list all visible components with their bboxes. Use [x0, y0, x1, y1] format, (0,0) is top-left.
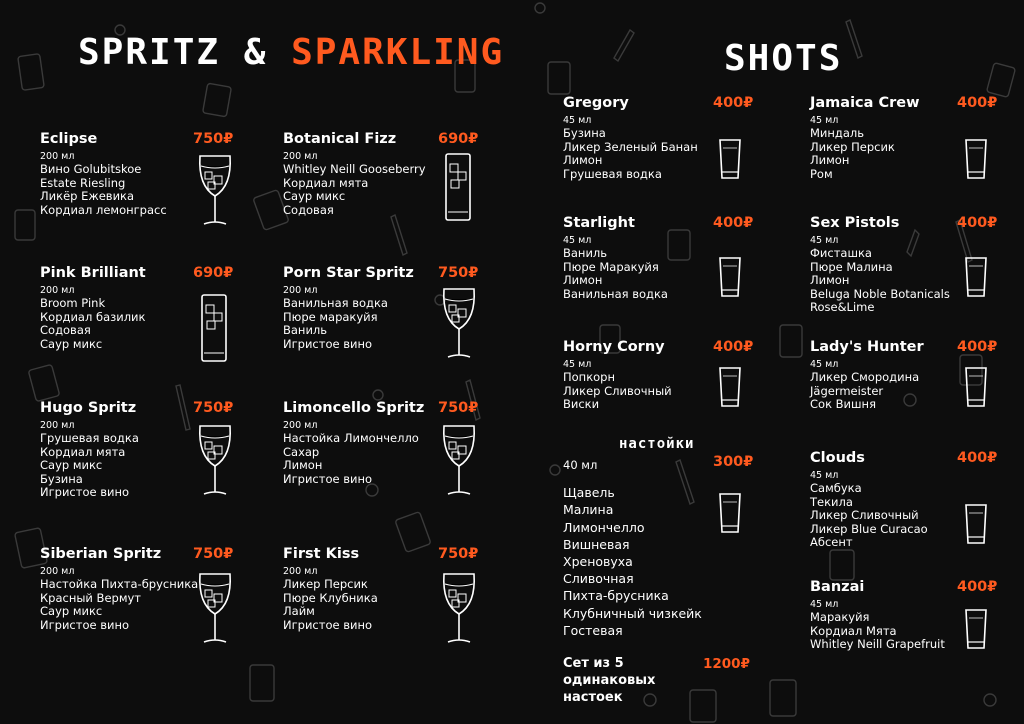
item-ingredient: Кордиал Мята	[810, 623, 897, 638]
item-name: Banzai	[810, 579, 865, 595]
item-ingredient: Игристое вино	[40, 617, 130, 632]
wine-glass-icon	[196, 422, 234, 504]
menu-item-lady-s-hunter	[810, 339, 924, 412]
shot-glass-icon	[718, 256, 742, 304]
item-volume: 45 мл	[563, 235, 592, 246]
menu-item-sex-pistols	[810, 215, 950, 315]
menu-item-banzai	[810, 579, 945, 652]
item-name: Botanical Fizz	[283, 131, 397, 147]
item-ingredient: Whitley Neill Gooseberry	[283, 162, 426, 176]
item-ingredient: Пюре Маракуйя	[563, 259, 659, 274]
item-ingredient: Ликёр Ежевика	[40, 189, 135, 203]
item-name: Jamaica Crew	[810, 95, 920, 111]
item-price: 750₽	[438, 400, 479, 416]
item-ingredient: Ликер Blue Curacao	[810, 521, 928, 536]
item-ingredient: Rose&Lime	[810, 300, 875, 314]
item-ingredient: Ликер Зеленый Банан	[563, 139, 698, 154]
shot-glass-icon	[964, 503, 988, 551]
item-ingredient: Кордиал базилик	[40, 309, 146, 324]
item-ingredient: Игристое вино	[283, 336, 373, 351]
item-ingredient: Кордиал мята	[283, 175, 369, 190]
shot-glass-icon	[718, 138, 742, 186]
tincture-item: Сливочная	[563, 571, 634, 587]
set-line-2: одинаковых	[563, 673, 656, 688]
item-ingredient: Игристое вино	[283, 471, 373, 486]
item-price: 690₽	[193, 265, 234, 281]
item-ingredient: Сок Вишня	[810, 397, 876, 411]
item-ingredient: Грушевая водка	[40, 431, 139, 445]
item-ingredient: Игристое вино	[40, 485, 130, 499]
highball-glass-icon	[200, 293, 228, 367]
item-ingredient: Лимон	[563, 273, 603, 287]
item-ingredient: Ром	[810, 166, 833, 181]
shot-glass-icon	[964, 138, 988, 186]
title-main: SPRITZ &	[78, 32, 268, 73]
item-ingredient: Estate Riesling	[40, 175, 126, 190]
item-ingredient: Кордиал мята	[40, 444, 126, 459]
item-price: 400₽	[713, 95, 754, 111]
shot-glass-icon	[964, 608, 988, 656]
item-ingredient: Грушевая водка	[563, 166, 662, 181]
item-volume: 45 мл	[563, 115, 592, 126]
shot-glass-icon	[718, 366, 742, 414]
item-ingredient: Фисташка	[810, 246, 872, 260]
item-name: Clouds	[810, 450, 865, 466]
item-volume: 200 мл	[40, 151, 75, 162]
item-ingredient: Саур микс	[40, 336, 103, 351]
item-ingredient: Ликер Персик	[810, 139, 895, 154]
menu-item-botanical-fizz	[283, 131, 426, 217]
item-name: First Kiss	[283, 546, 360, 562]
shot-glass-icon	[718, 492, 742, 536]
item-ingredient: Настойка Пихта-брусника	[40, 577, 199, 591]
tincture-item: Гостевая	[563, 622, 623, 638]
item-ingredient: Ваниль	[563, 246, 608, 260]
item-ingredient: Виски	[563, 397, 600, 411]
left-page-title	[78, 32, 504, 73]
item-volume: 200 мл	[283, 420, 318, 431]
item-volume: 200 мл	[40, 420, 75, 431]
set-line-1: Сет из 5	[563, 656, 624, 671]
item-name: Siberian Spritz	[40, 546, 162, 562]
item-ingredient: Пюре маракуйя	[283, 309, 378, 324]
shot-glass-icon	[964, 366, 988, 414]
item-name: Hugo Spritz	[40, 400, 137, 416]
menu-item-limoncello-spritz	[283, 400, 424, 486]
item-name: Eclipse	[40, 131, 98, 147]
menu-item-eclipse	[40, 131, 167, 217]
menu-item-siberian-spritz	[40, 546, 198, 632]
tincture-item: Пихта-брусника	[563, 588, 669, 604]
item-price: 750₽	[193, 546, 234, 562]
item-ingredient: Broom Pink	[40, 296, 106, 310]
title-accent: SPARKLING	[291, 32, 505, 73]
item-name: Sex Pistols	[810, 215, 900, 231]
menu-item-horny-corny	[563, 339, 672, 412]
item-ingredient: Самбука	[810, 481, 862, 495]
wine-glass-icon	[196, 152, 234, 234]
tinctures-block	[563, 457, 702, 639]
item-ingredient: Ванильная водка	[563, 286, 668, 301]
item-price: 400₽	[713, 215, 754, 231]
item-volume: 45 мл	[563, 359, 592, 370]
item-price: 400₽	[957, 339, 998, 355]
item-ingredient: Попкорн	[563, 370, 616, 384]
item-ingredient: Ваниль	[283, 323, 328, 337]
item-price: 400₽	[957, 215, 998, 231]
tincture-item: Лимончелло	[563, 519, 645, 535]
wine-glass-icon	[440, 422, 478, 504]
set-price: 1200₽	[703, 656, 750, 672]
set-line-3: настоек	[563, 690, 623, 705]
menu-item-gregory	[563, 95, 698, 181]
item-ingredient: Содовая	[283, 202, 334, 217]
item-ingredient: Красный Вермут	[40, 590, 142, 605]
right-page-title: SHOTS	[724, 38, 843, 79]
tincture-item: Вишневая	[563, 536, 630, 552]
wine-glass-icon	[440, 285, 478, 367]
item-ingredient: Beluga Noble Botanicals	[810, 286, 950, 301]
item-name: Limoncello Spritz	[283, 400, 425, 416]
item-volume: 45 мл	[810, 599, 839, 610]
item-volume: 45 мл	[810, 115, 839, 126]
item-price: 400₽	[713, 339, 754, 355]
item-price: 690₽	[438, 131, 479, 147]
item-price: 750₽	[193, 131, 234, 147]
tincture-item: Щавель	[563, 485, 615, 501]
menu-item-starlight	[563, 215, 668, 301]
menu-item-jamaica-crew	[810, 95, 920, 181]
tinctures-volume: 40 мл	[563, 458, 598, 472]
item-ingredient: Саур микс	[40, 604, 103, 618]
item-name: Porn Star Spritz	[283, 265, 414, 281]
wine-glass-icon	[440, 570, 478, 652]
item-ingredient: Ванильная водка	[283, 296, 388, 310]
item-ingredient: Настойка Лимончелло	[283, 431, 419, 445]
item-name: Lady's Hunter	[810, 339, 924, 355]
menu-item-porn-star-spritz	[283, 265, 414, 351]
item-name: Gregory	[563, 95, 629, 111]
item-ingredient: Игристое вино	[283, 617, 373, 632]
item-volume: 200 мл	[40, 566, 75, 577]
item-ingredient: Текила	[810, 494, 853, 509]
item-volume: 45 мл	[810, 235, 839, 246]
item-ingredient: Вино Golubitskoe	[40, 162, 142, 176]
item-ingredient: Ликер Смородина	[810, 370, 920, 384]
item-price: 750₽	[438, 265, 479, 281]
item-name: Horny Corny	[563, 339, 665, 355]
tincture-item: Клубничный чизкейк	[563, 605, 702, 621]
tinctures-title: настойки	[619, 436, 695, 452]
item-price: 400₽	[957, 95, 998, 111]
item-ingredient: Пюре Малина	[810, 259, 893, 274]
item-volume: 200 мл	[40, 285, 75, 296]
item-price: 400₽	[957, 450, 998, 466]
item-ingredient: Лимон	[810, 153, 850, 167]
item-ingredient: Бузина	[563, 126, 606, 140]
item-ingredient: Сахар	[283, 444, 320, 459]
item-ingredient: Whitley Neill Grapefruit	[810, 637, 945, 651]
item-ingredient: Лимон	[283, 458, 323, 472]
item-ingredient: Лимон	[563, 153, 603, 167]
item-ingredient: Ликер Персик	[283, 577, 368, 591]
item-volume: 200 мл	[283, 151, 318, 162]
shot-glass-icon	[964, 256, 988, 304]
tinctures-price: 300₽	[713, 454, 754, 470]
item-ingredient: Ликер Сливочный	[810, 508, 919, 522]
item-price: 750₽	[193, 400, 234, 416]
item-price: 400₽	[957, 579, 998, 595]
item-ingredient: Кордиал лемонграсс	[40, 202, 167, 217]
menu-item-hugo-spritz	[40, 400, 139, 500]
item-ingredient: Лайм	[283, 604, 315, 618]
item-ingredient: Миндаль	[810, 126, 865, 140]
item-name: Starlight	[563, 215, 635, 231]
tincture-item: Малина	[563, 502, 614, 518]
menu-item-pink-brilliant	[40, 265, 146, 351]
item-ingredient: Абсент	[810, 535, 853, 549]
item-ingredient: Лимон	[810, 273, 850, 287]
item-name: Pink Brilliant	[40, 265, 146, 281]
item-volume: 45 мл	[810, 359, 839, 370]
item-ingredient: Саур микс	[40, 458, 103, 472]
item-ingredient: Саур микс	[283, 189, 346, 203]
item-ingredient: Содовая	[40, 323, 91, 337]
set-block	[563, 655, 655, 706]
item-price: 750₽	[438, 546, 479, 562]
menu-item-clouds	[810, 450, 928, 550]
item-ingredient: Ликер Сливочный	[563, 383, 672, 398]
item-volume: 45 мл	[810, 470, 839, 481]
tincture-items	[563, 484, 702, 639]
item-ingredient: Маракуйя	[810, 610, 870, 624]
item-volume: 200 мл	[283, 285, 318, 296]
tincture-item: Хреновуха	[563, 554, 633, 570]
menu-item-first-kiss	[283, 546, 378, 632]
item-ingredient: Пюре Клубника	[283, 590, 378, 605]
highball-glass-icon	[444, 152, 472, 226]
wine-glass-icon	[196, 570, 234, 652]
item-volume: 200 мл	[283, 566, 318, 577]
item-ingredient: Бузина	[40, 471, 83, 486]
item-ingredient: Jägermeister	[810, 383, 884, 398]
